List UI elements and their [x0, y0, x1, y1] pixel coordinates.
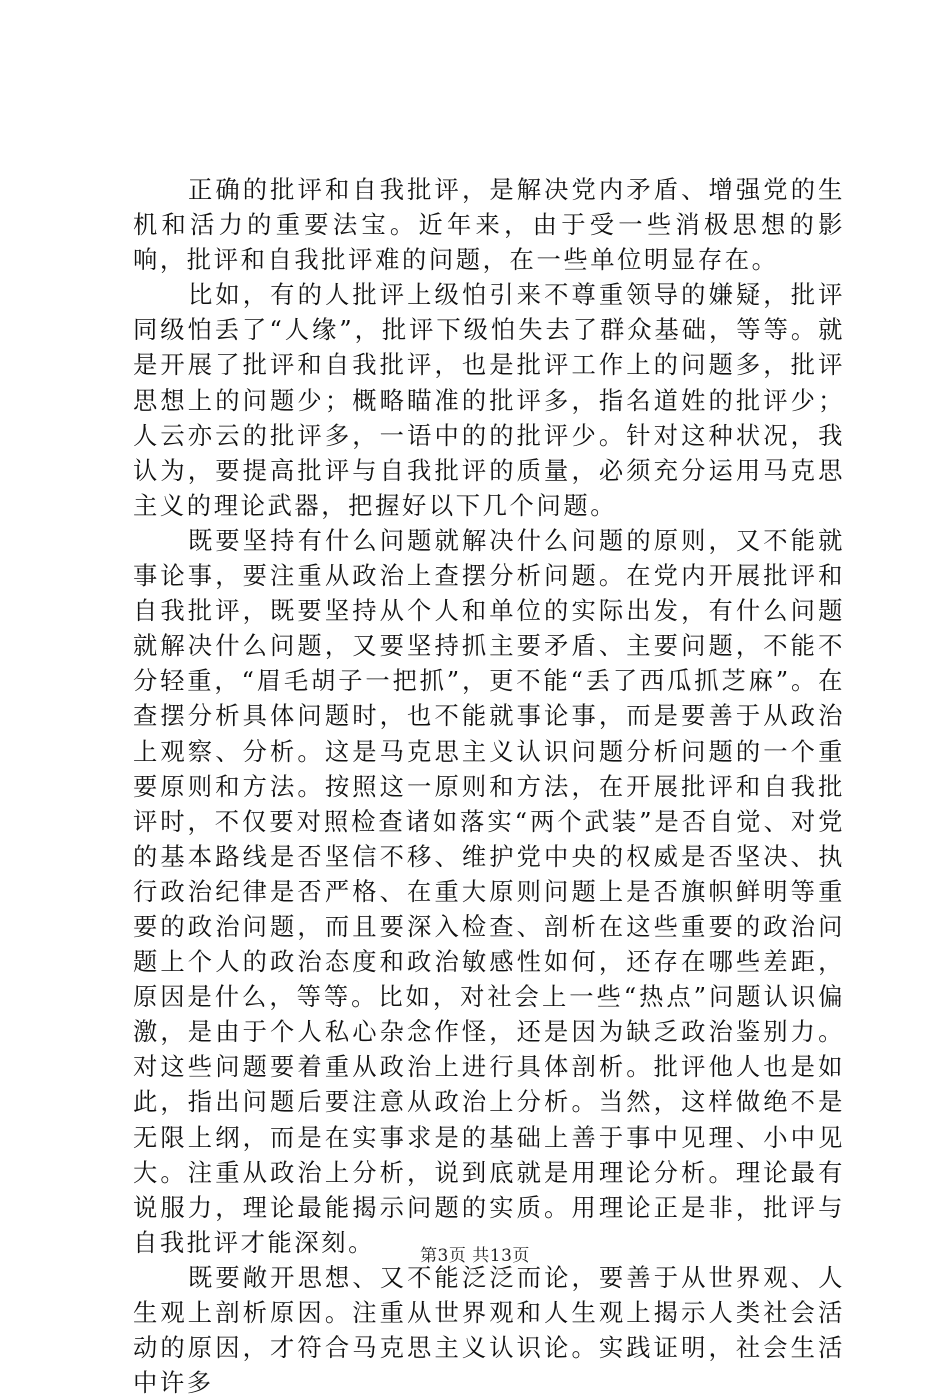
document-body: [133, 172, 845, 1400]
paragraph-2: 比如，有的人批评上级怕引来不尊重领导的嫌疑，批评同级怕丢了“人缘”，批评下级怕失去了群众基础，等等。就是开展了批评和自我批评，也是批评工作上的问题多，批评思想上的问题少；概略瞄准的批评多，指名道姓的批评少；人云亦云的批评多，一语中的的批评少。针对这种状况，我认为，要提高批评与自我批评的质量，必须充分运用马克思主义的理论武器，把握好以下几个问题。: [133, 280, 845, 520]
paragraph-1: 正确的批评和自我批评，是解决党内矛盾、增强党的生机和活力的重要法宝。近年来，由于受一些消极思想的影响，批评和自我批评难的问题，在一些单位明显存在。: [133, 175, 845, 275]
paragraph-4: 既要敞开思想、又不能泛泛而论，要善于从世界观、人生观上剖析原因。注重从世界观和人生观上揭示人类社会活动的原因，才符合马克思主义认识论。实践证明，社会生活中许多: [133, 1262, 845, 1398]
paragraph-3: 既要坚持有什么问题就解决什么问题的原则，又不能就事论事，要注重从政治上查摆分析问题。在党内开展批评和自我批评，既要坚持从个人和单位的实际出发，有什么问题就解决什么问题，又要坚持抓主要矛盾、主要问题，不能不分轻重，“眉毛胡子一把抓”，更不能“丢了西瓜抓芝麻”。在查摆分析具体问题时，也不能就事论事，而是要善于从政治上观察、分析。这是马克思主义认识问题分析问题的一个重要原则和方法。按照这一原则和方法，在开展批评和自我批评时，不仅要对照检查诸如落实“两个武装”是否自觉、对党的基本路线是否坚信不移、维护党中央的权威是否坚决、执行政治纪律是否严格、在重大原则问题上是否旗帜鲜明等重要的政治问题，而且要深入检查、剖析在这些重要的政治问题上个人的政治态度和政治敏感性如何，还存在哪些差距，原因是什么，等等。比如，对社会上一些“热点”问题认识偏激，是由于个人私心杂念作怪，还是因为缺乏政治鉴别力。对这些问题要着重从政治上进行具体剖析。批评他人也是如此，指出问题后要注意从政治上分析。当然，这样做绝不是无限上纲，而是在实事求是的基础上善于事中见理、小中见大。注重从政治上分析，说到底就是用理论分析。理论最有说服力，理论最能揭示问题的实质。用理论正是非，批评与自我批评才能深刻。: [133, 525, 845, 1257]
page-footer: 第3页 共13页: [420, 1246, 530, 1266]
